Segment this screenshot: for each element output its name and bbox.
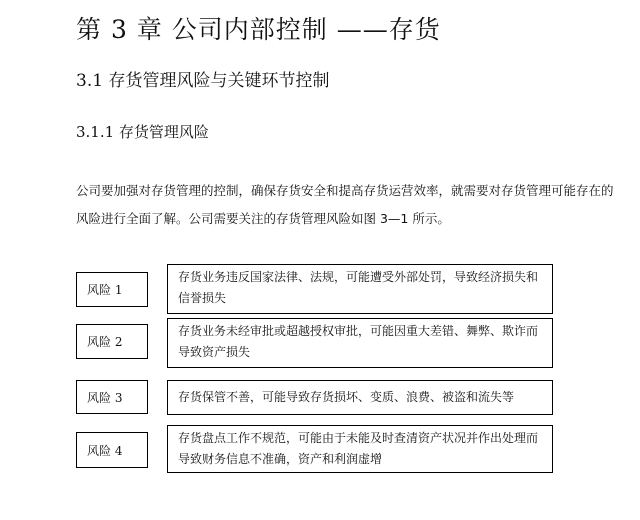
risk-description-box: 存货盘点工作不规范，可能由于未能及时查清资产状况并作出处理而导致财务信息不准确，资产和利润虚增 [167, 425, 553, 473]
risk-label-box: 风险 1 [76, 272, 148, 307]
risk-label-box: 风险 3 [76, 380, 148, 414]
risk-description-box: 存货业务违反国家法律、法规，可能遭受外部处罚，导致经济损失和信誉损失 [167, 264, 553, 314]
risk-label-box: 风险 4 [76, 432, 148, 468]
subsection-heading: 3.1.1 存货管理风险 [76, 123, 209, 141]
risk-description-box: 存货业务未经审批或超越授权审批，可能因重大差错、舞弊、欺诈而导致资产损失 [167, 318, 553, 368]
intro-paragraph: 公司要加强对存货管理的控制，确保存货安全和提高存货运营效率，就需要对存货管理可能存在的风险进行全面了解。公司需要关注的存货管理风险如图 3—1 所示。 [76, 183, 614, 226]
risk-label-box: 风险 2 [76, 324, 148, 359]
section-heading: 3.1 存货管理风险与关键环节控制 [76, 71, 330, 91]
chapter-title: 第 3 章 公司内部控制 ——存货 [76, 15, 441, 44]
risk-description-box: 存货保管不善，可能导致存货损坏、变质、浪费、被盗和流失等 [167, 380, 553, 415]
